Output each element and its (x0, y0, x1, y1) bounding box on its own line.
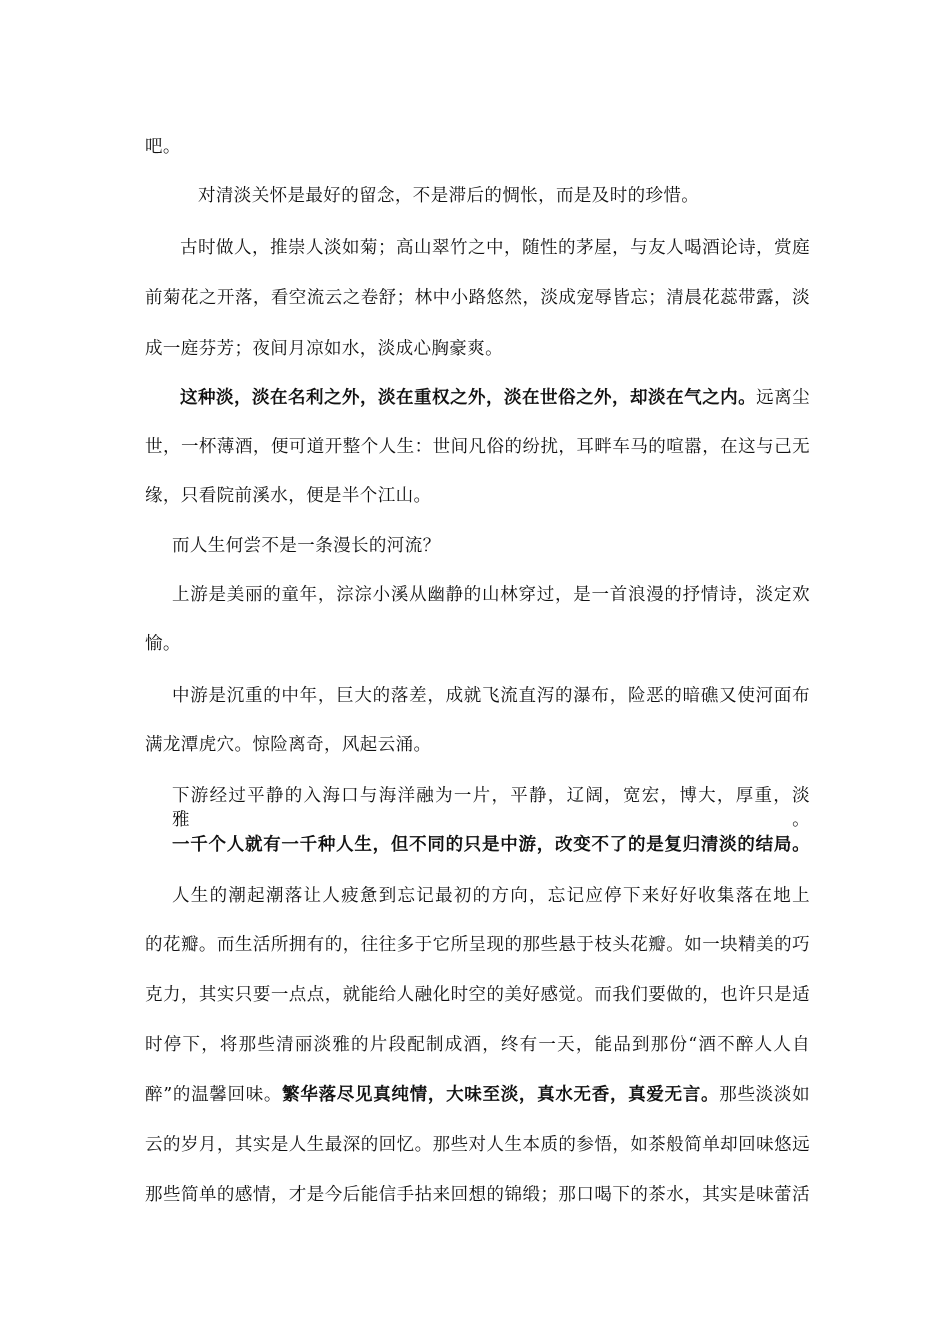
text-line-13: 满龙潭虎穴。惊险离奇，风起云涌。 (145, 735, 432, 755)
text-line-7: 世，一杯薄酒，便可道开整个人生：世间凡俗的纷扰，耳畔车马的喧嚣，在这与己无 (145, 437, 810, 457)
text-line-17: 的花瓣。而生活所拥有的，往往多于它所呈现的那些悬于枝头花瓣。如一块精美的巧 (145, 935, 810, 955)
bold-phrase: 这种淡，淡在名利之外，淡在重权之外，淡在世俗之外，却淡在气之内。 (180, 388, 757, 408)
bold-phrase: 繁华落尽见真纯情，大味至淡，真水无香，真爱无言。 (282, 1085, 720, 1105)
text-line-2: 对清淡关怀是最好的留念，不是滞后的惆怅，而是及时的珍惜。 (198, 186, 700, 206)
text-line-3: 古时做人，推崇人淡如菊；高山翠竹之中，随性的茅屋，与友人喝酒论诗，赏庭 (180, 238, 810, 258)
text-line-15: 一千个人就有一千种人生，但不同的只是中游，改变不了的是复归清淡的结局。 (172, 835, 810, 855)
text-line-10: 上游是美丽的童年，淙淙小溪从幽静的山林穿过，是一首浪漫的抒情诗，淡定欢 (172, 585, 810, 605)
text-line-8: 缘，只看院前溪水，便是半个江山。 (145, 486, 432, 506)
text-line-20 (145, 1083, 810, 1107)
text-line-22: 那些简单的感情，才是今后能信手拈来回想的锦缎；那口喝下的茶水，其实是味蕾活 (145, 1185, 810, 1205)
text-line-4: 前菊花之开落，看空流云之卷舒；林中小路悠然，淡成宠辱皆忘；清晨花蕊带露，淡 (145, 288, 810, 308)
text-fragment: 远离尘 (756, 388, 810, 408)
text-line-16: 人生的潮起潮落让人疲惫到忘记最初的方向，忘记应停下来好好收集落在地上 (172, 886, 810, 906)
text-line-12: 中游是沉重的中年，巨大的落差，成就飞流直泻的瀑布，险恶的暗礁又使河面布 (172, 686, 810, 706)
text-line-14: 下游经过平静的入海口与海洋融为一片，平静，辽阔，宽宏，博大，厚重，淡雅。 (172, 786, 810, 830)
text-fragment: 那些淡淡如 (719, 1085, 810, 1105)
text-line-5: 成一庭芬芳；夜间月凉如水，淡成心胸豪爽。 (145, 339, 503, 359)
text-line-11: 愉。 (145, 634, 181, 654)
text-line-18: 克力，其实只要一点点，就能给人融化时空的美好感觉。而我们要做的，也许只是适 (145, 985, 810, 1005)
text-line-6 (180, 386, 810, 410)
text-fragment: 醉”的温馨回味。 (145, 1085, 283, 1105)
text-line-19: 时停下，将那些清丽淡雅的片段配制成酒，终有一天，能品到那份“酒不醉人人自 (145, 1035, 810, 1055)
text-line-21: 云的岁月，其实是人生最深的回忆。那些对人生本质的参悟，如茶般简单却回味悠远 (145, 1135, 810, 1155)
text-line-1: 吧。 (145, 137, 181, 157)
text-line-9: 而人生何尝不是一条漫长的河流？ (172, 536, 441, 556)
